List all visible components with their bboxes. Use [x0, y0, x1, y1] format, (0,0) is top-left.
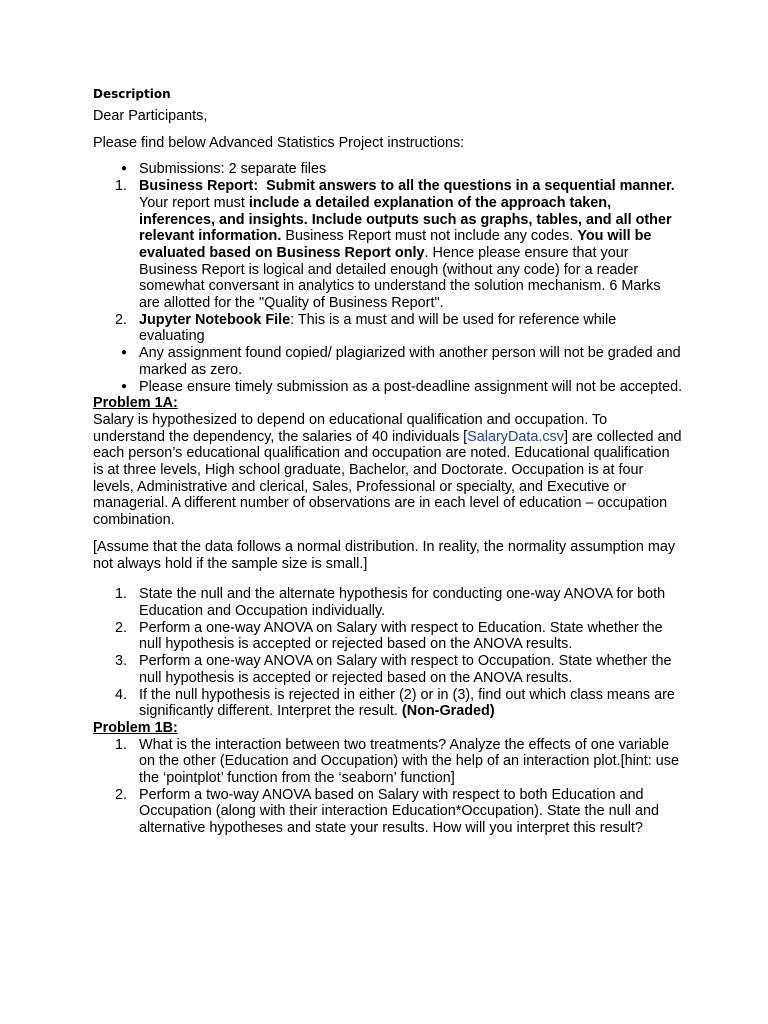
list-item — [93, 787, 683, 837]
list-number: 2. — [114, 786, 127, 803]
list-number: 4. — [114, 686, 127, 703]
salary-data-link[interactable]: SalaryData.csv — [467, 428, 564, 445]
list-number: 2. — [114, 619, 127, 636]
list-item — [93, 620, 683, 653]
problem-1a-text-2: ] are collected and each person’s educational qualification and occupation are noted. Educational qualification is at three levels, High school graduate, Bachelor, and Doctorate. Occupation is at four levels, Administrative and clerical, Sales, Professional or specialty, and Executive or managerial. A different number of observations are in each level of education – occupation combination. — [93, 428, 682, 529]
business-report-text: Your report must — [139, 194, 249, 211]
problem-1a-text: Salary is hypothesized to depend on educational qualification and occupation. To understand the dependency, the salaries of 40 individuals [ — [93, 411, 608, 445]
jupyter-label: Jupyter Notebook File — [139, 311, 291, 328]
business-report-text-3: . Hence please ensure that your Business Report is logical and detailed enough (without any code) for a reader somewhat conversant in analytics to understand the solution mechanism. 6 Marks are allotted for the "Quality of Business Report". — [139, 244, 661, 312]
problem-1a-questions — [93, 586, 683, 720]
question-text: Perform a one-way ANOVA on Salary with respect to Education. State whether the null hypothesis is accepted or rejected based on the ANOVA results. — [139, 619, 663, 653]
list-item — [93, 312, 683, 345]
list-item — [93, 379, 683, 396]
intro-text: Please find below Advanced Statistics Project instructions: — [93, 134, 465, 151]
document-body — [93, 86, 683, 837]
question-text: State the null and the alternate hypothesis for conducting one-way ANOVA for both Education and Occupation individually. — [139, 586, 666, 619]
list-item — [93, 737, 683, 787]
business-report-bold: Submit answers to all the questions in a sequential manner. — [266, 178, 675, 195]
instructions-list — [93, 161, 683, 395]
submissions-text: Submissions: 2 separate files — [139, 161, 327, 178]
assumption-text: [Assume that the data follows a normal distribution. In reality, the normality assumption may not always hold if the sample size is small.] — [93, 538, 676, 572]
greeting: Dear Participants, — [93, 108, 208, 124]
problem-1a-description — [93, 412, 683, 529]
bullet-icon: ● — [120, 347, 127, 359]
non-graded-label: (Non-Graded) — [401, 703, 495, 720]
list-item — [93, 653, 683, 686]
list-number: 1. — [114, 586, 127, 603]
bullet-icon: ● — [120, 163, 127, 175]
jupyter-text: : This is a must and will be used for reference while evaluating — [139, 311, 617, 345]
question-text: What is the interaction between two treatments? Analyze the effects of one variable on the other (Education and Occupation) with the help of an interaction plot.[hint: use the ‘pointplot’ function from the ‘seaborn’ function] — [139, 736, 679, 787]
business-report-bold-2: include a detailed explanation of the approach taken, inferences, and insights. Include outputs such as graphs, tables, and all other relevant information. — [139, 194, 672, 245]
list-number: 2. — [114, 311, 127, 328]
list-number: 3. — [114, 653, 127, 670]
list-number: 1. — [114, 178, 127, 195]
list-item — [93, 161, 683, 178]
timely-submission-text: Please ensure timely submission as a post-deadline assignment will not be accepted. — [139, 378, 683, 395]
business-report-text-2: Business Report must not include any codes. — [281, 228, 578, 245]
problem-1a-title: Problem 1A: — [93, 395, 178, 412]
question-text: Perform a two-way ANOVA based on Salary with respect to both Education and Occupation (along with their interaction Education*Occupation). State the null and alternative hypotheses and state your results. How will you interpret this result? — [139, 786, 659, 837]
plagiarism-text: Any assignment found copied/ plagiarized with another person will not be graded and marked as zero. — [139, 345, 681, 378]
bullet-icon: ● — [120, 380, 127, 392]
list-item — [93, 586, 683, 619]
list-item — [93, 178, 683, 312]
list-number: 1. — [114, 736, 127, 753]
business-report-bold-3: You will be evaluated based on Business Report only — [139, 228, 652, 261]
problem-1b-title: Problem 1B: — [93, 719, 178, 736]
question-text: If the null hypothesis is rejected in either (2) or in (3), find out which class means are significantly different. Interpret the result. — [139, 686, 675, 720]
list-item — [93, 345, 683, 378]
question-text: Perform a one-way ANOVA on Salary with respect to Occupation. State whether the null hypothesis is accepted or rejected based on the ANOVA results. — [139, 653, 672, 686]
problem-1b-questions — [93, 737, 683, 837]
list-item — [93, 687, 683, 720]
description-heading: Description — [93, 87, 171, 101]
business-report-label: Business Report: — [139, 178, 259, 195]
